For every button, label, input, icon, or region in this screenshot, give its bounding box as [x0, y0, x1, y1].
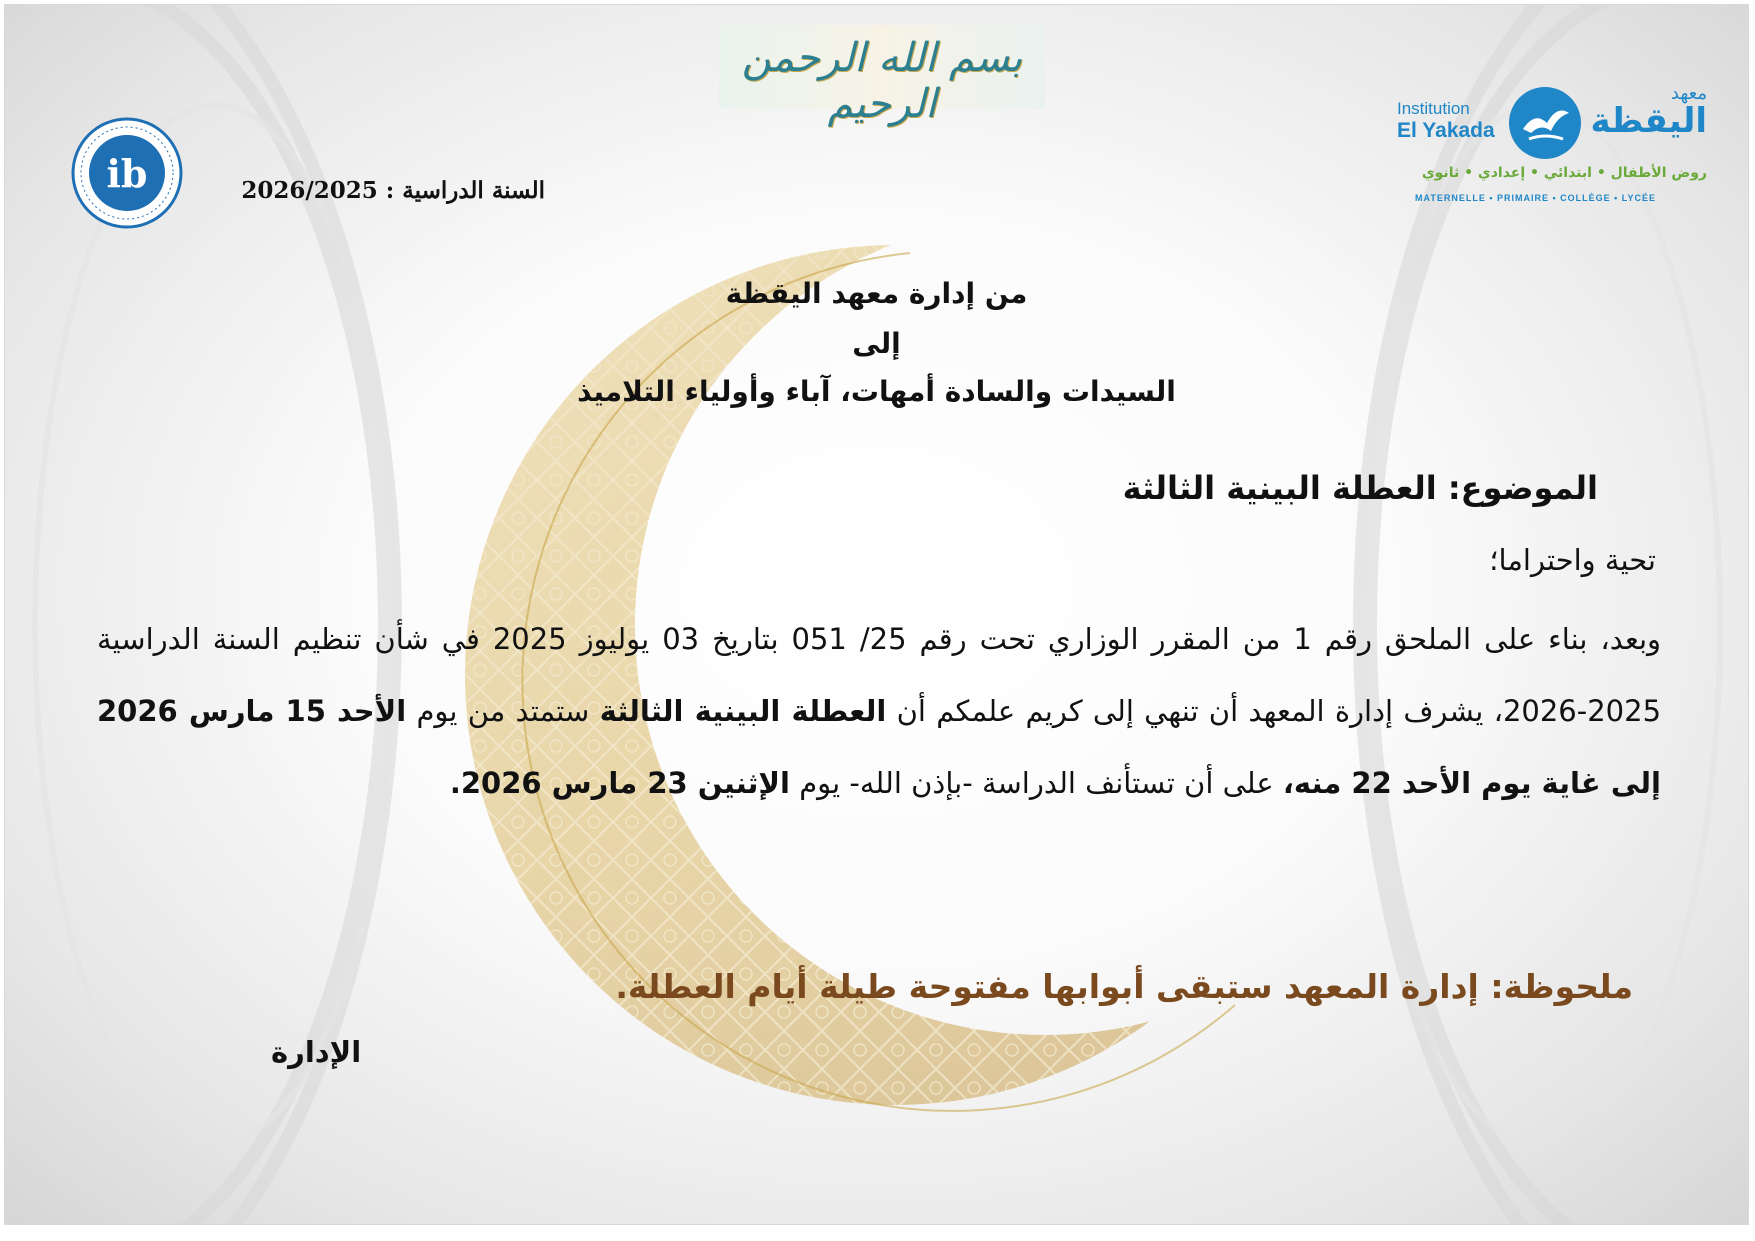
note-line: ملحوظة: إدارة المعهد ستبقى أبوابها مفتوحة طيلة أيام العطلة. [615, 967, 1633, 1006]
body-bold-dates: الأحد 15 مارس 2026 إلى غاية يوم الأحد 22 منه، [97, 694, 1661, 800]
body-text-3: على أن تستأنف الدراسة -بإذن الله- يوم [799, 766, 1274, 800]
subject-line: الموضوع: العطلة البينية الثالثة [1122, 469, 1598, 507]
svg-text:ib: ib [106, 151, 148, 196]
signature: الإدارة [271, 1035, 362, 1069]
recipients-line: السيدات والسادة أمهات، آباء وأولياء التلاميذ [577, 375, 1176, 408]
school-year-value: 2026/2025 [241, 177, 378, 204]
logo-arabic-name: اليقظة [1590, 101, 1707, 141]
logo-levels-french: MATERNELLE • PRIMAIRE • COLLÈGE • LYCÉE [1415, 193, 1656, 203]
to-line: إلى [852, 327, 901, 360]
logo-levels-arabic: روض الأطفال • ابتدائي • إعدادي • ثانوي [1421, 165, 1707, 181]
logo-latin-line2: El Yakada [1397, 119, 1495, 142]
body-bold-resume-date: الإثنين 23 مارس 2026. [449, 766, 790, 800]
body-paragraph [97, 603, 1661, 819]
letter-page [4, 4, 1749, 1225]
body-text-2: ستمتد من يوم [416, 694, 590, 728]
school-year-label: السنة الدراسية : [385, 177, 545, 204]
ib-world-school-logo [71, 117, 183, 229]
school-year [205, 177, 545, 204]
bismillah-calligraphy: بسم الله الرحمن الرحيم [719, 25, 1045, 109]
sender-line: من إدارة معهد اليقظة [725, 277, 1028, 310]
institution-logo [1397, 83, 1707, 213]
logo-latin-line1: Institution [1397, 99, 1470, 118]
bird-emblem-icon [1505, 83, 1585, 163]
logo-arabic-top: معهد [1670, 83, 1707, 104]
body-text-1: وبعد، بناء على الملحق رقم 1 من المقرر الوزاري تحت رقم 25/ 051 بتاريخ 03 يوليوز 2025 في شأن تنظيم السنة الدراسية 2025-2026، يشرف إدارة المعهد أن تنهي إلى كريم علمكم أن [97, 622, 1662, 728]
body-bold-holiday: العطلة البينية الثالثة [599, 694, 887, 728]
greeting: تحية واحتراما؛ [1489, 543, 1656, 577]
